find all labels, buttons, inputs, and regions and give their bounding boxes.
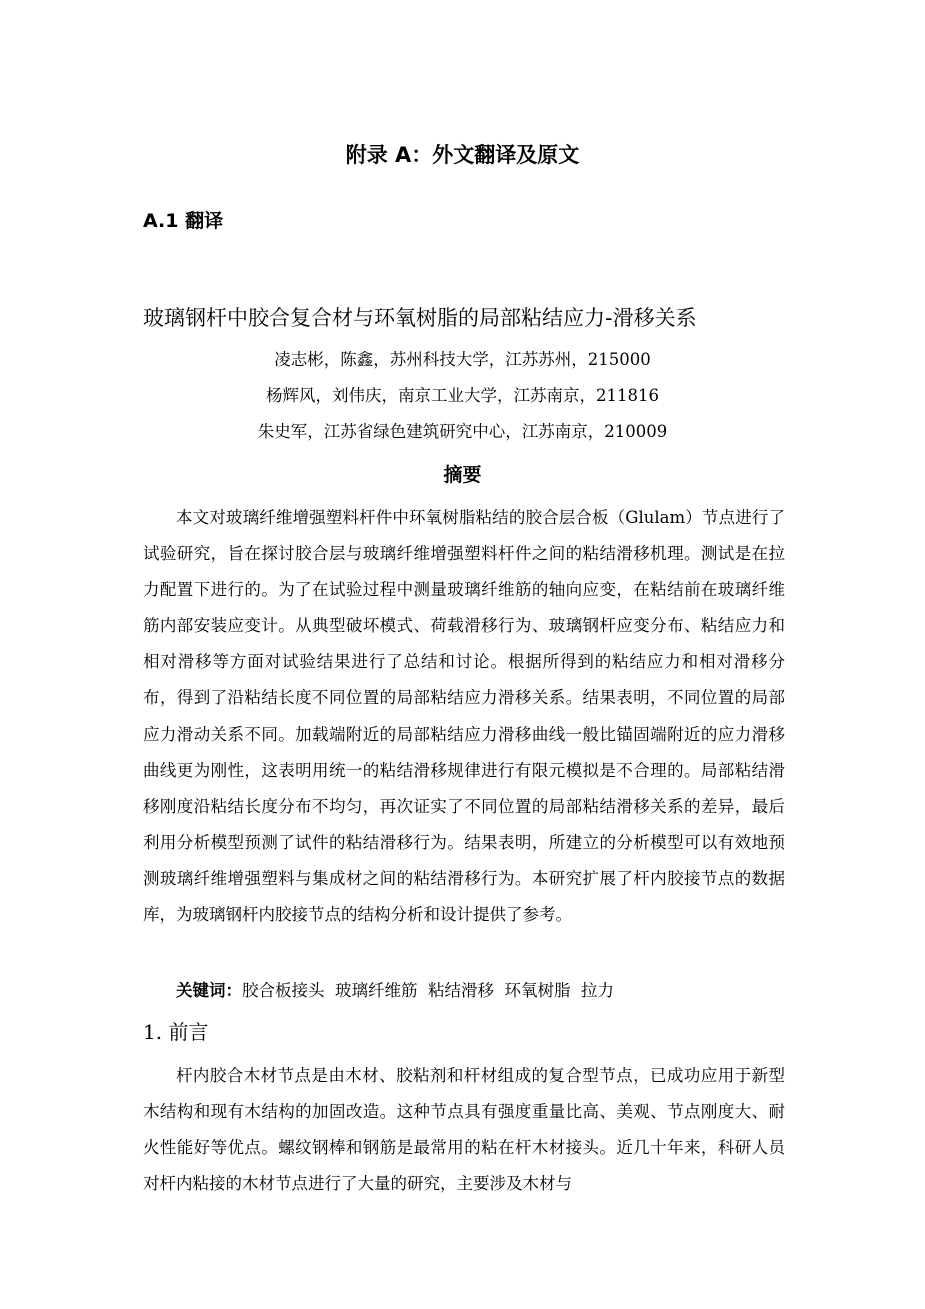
author-line: 杨辉风，刘伟庆，南京工业大学，江苏南京，211816 xyxy=(266,386,659,405)
section-heading: A.1 翻译 xyxy=(143,210,224,232)
keywords-label: 关键词： xyxy=(176,981,242,1000)
author-line: 凌志彬，陈鑫，苏州科技大学，江苏苏州，215000 xyxy=(274,350,651,369)
paper-title: 玻璃钢杆中胶合复合材与环氧树脂的局部粘结应力-滑移关系 xyxy=(143,306,697,330)
keywords-list: 胶合板接头 玻璃纤维筋 粘结滑移 环氧树脂 拉力 xyxy=(242,981,614,1000)
introduction-heading: 1. 前言 xyxy=(143,1020,209,1044)
keywords-line xyxy=(176,976,614,1006)
abstract-heading: 摘要 xyxy=(443,464,482,486)
introduction-body: 杆内胶合木材节点是由木材、胶粘剂和杆材组成的复合型节点，已成功应用于新型木结构和现有木结构的加固改造。这种节点具有强度重量比高、美观、节点刚度大、耐火性能好等优点。螺纹钢棒和钢筋是最常用的粘在杆木材接头。近几十年来，科研人员对杆内粘接的木材节点进行了大量的研究，主要涉及木材与 xyxy=(143,1066,785,1194)
abstract-body: 本文对玻璃纤维增强塑料杆件中环氧树脂粘结的胶合层合板（Glulam）节点进行了试验研究，旨在探讨胶合层与玻璃纤维增强塑料杆件之间的粘结滑移机理。测试是在拉力配置下进行的。为了在试验过程中测量玻璃纤维筋的轴向应变，在粘结前在玻璃纤维筋内部安装应变计。从典型破坏模式、荷载滑移行为、玻璃钢杆应变分布、粘结应力和相对滑移等方面对试验结果进行了总结和讨论。根据所得到的粘结应力和相对滑移分布，得到了沿粘结长度不同位置的局部粘结应力滑移关系。结果表明，不同位置的局部应力滑动关系不同。加载端附近的局部粘结应力滑移曲线一般比锚固端附近的应力滑移曲线更为刚性，这表明用统一的粘结滑移规律进行有限元模拟是不合理的。局部粘结滑移刚度沿粘结长度分布不均匀，再次证实了不同位置的局部粘结滑移关系的差异，最后利用分析模型预测了试件的粘结滑移行为。结果表明，所建立的分析模型可以有效地预测玻璃纤维增强塑料与集成材之间的粘结滑移行为。本研究扩展了杆内胶接节点的数据库，为玻璃钢杆内胶接节点的结构分析和设计提供了参考。 xyxy=(143,508,785,925)
author-line: 朱史军，江苏省绿色建筑研究中心，江苏南京，210009 xyxy=(257,422,668,441)
appendix-title: 附录 A：外文翻译及原文 xyxy=(345,143,580,167)
